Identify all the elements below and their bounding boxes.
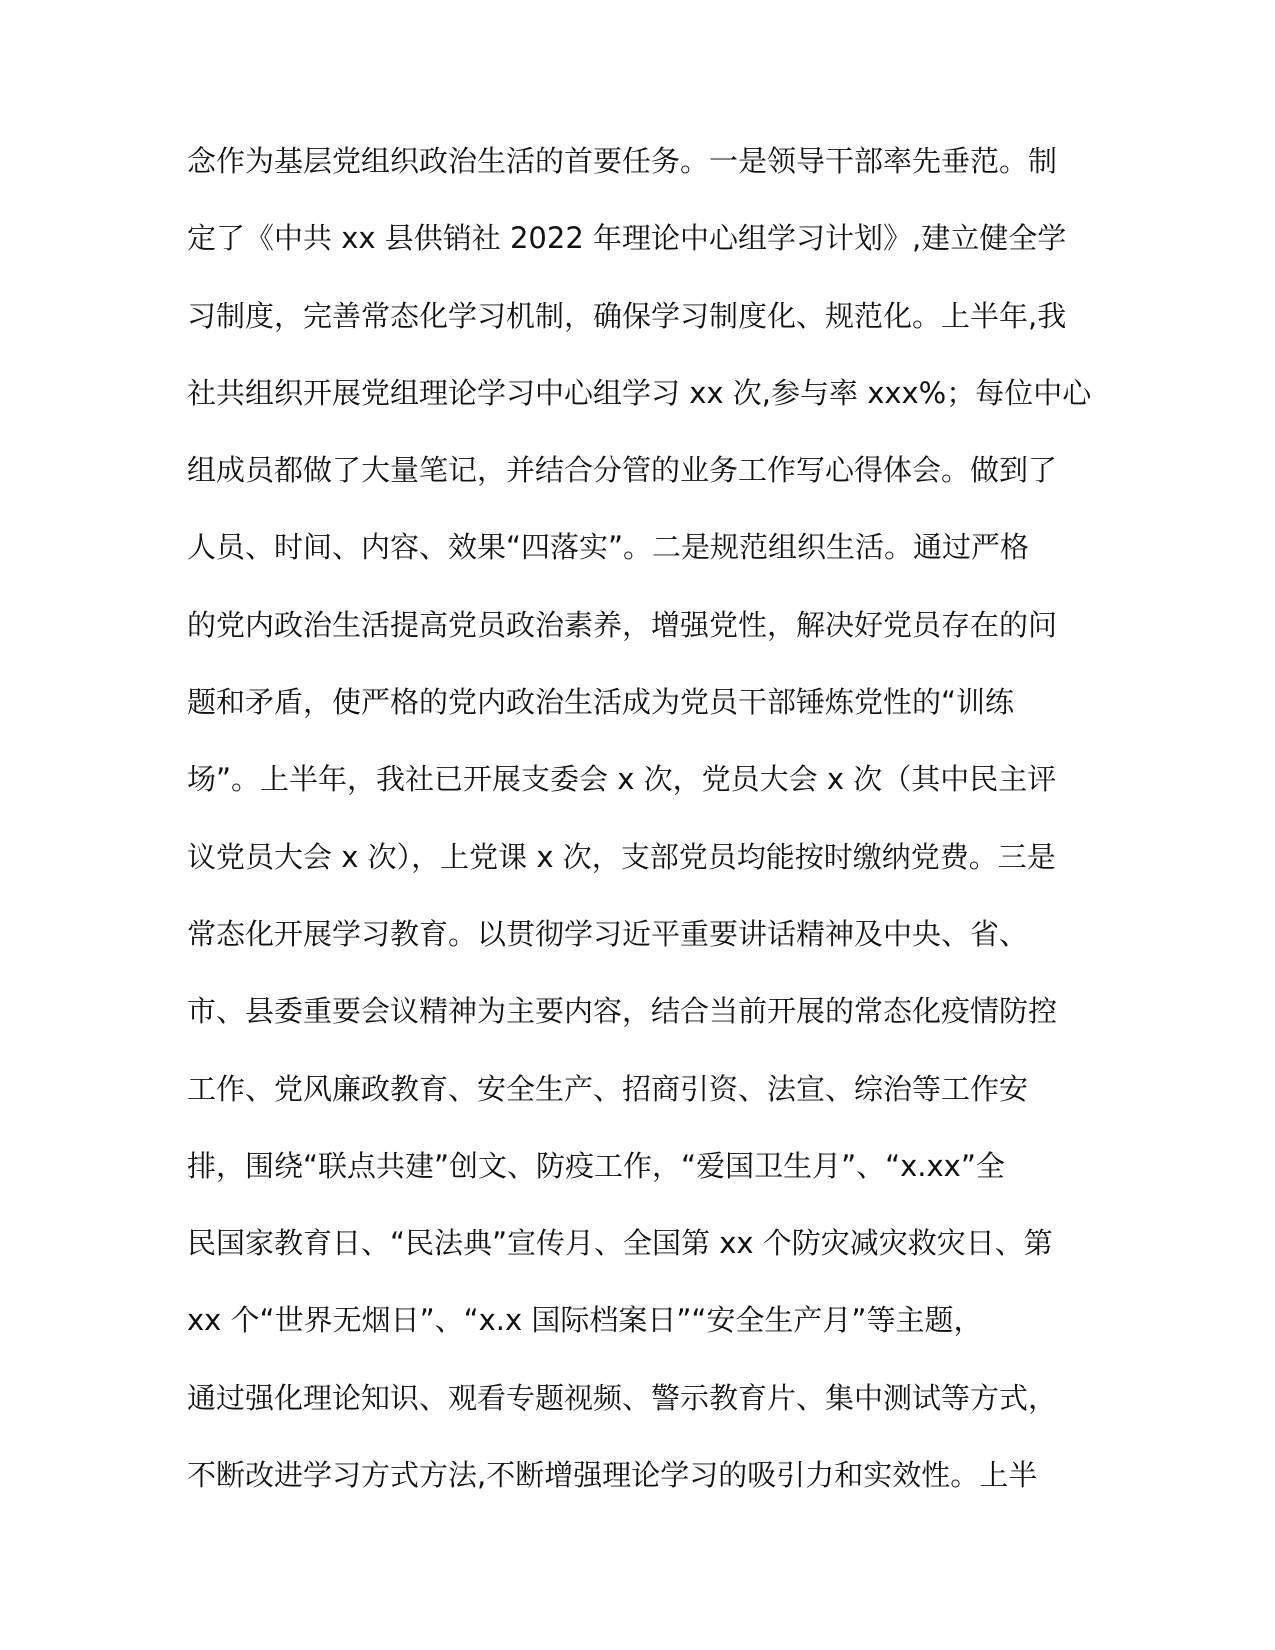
text-line: 排，围绕“联点共建”创文、防疫工作，“爱国卫生月”、“x.xx”全 xyxy=(187,1148,1005,1183)
text-line: 通过强化理论知识、观看专题视频、警示教育片、集中测试等方式， xyxy=(187,1380,1058,1415)
text-line: 习制度，完善常态化学习机制，确保学习制度化、规范化。上半年,我 xyxy=(187,298,1067,333)
text-line: 常态化开展学习教育。以贯彻学习近平重要讲话精神及中央、省、 xyxy=(187,916,1029,951)
text-line: 的党内政治生活提高党员政治素养，增强党性，解决好党员存在的问 xyxy=(187,607,1058,642)
body-paragraph xyxy=(187,143,1092,1534)
text-line: 社共组织开展党组理论学习中心组学习 xx 次,参与率 xxx%；每位中心 xyxy=(187,375,1092,410)
text-line: 议党员大会 x 次），上党课 x 次，支部党员均能按时缴纳党费。三是 xyxy=(187,839,1056,874)
text-line: 工作、党风廉政教育、安全生产、招商引资、法宣、综治等工作安 xyxy=(187,1071,1029,1106)
text-line: 民国家教育日、“民法典”宣传月、全国第 xx 个防灾减灾救灾日、第 xyxy=(187,1226,1053,1261)
text-line: 定了《中共 xx 县供销社 2022 年理论中心组学习计划》,建立健全学 xyxy=(187,221,1067,256)
text-line: 人员、时间、内容、效果“四落实”。二是规范组织生活。通过严格 xyxy=(187,530,1030,565)
text-line: 题和矛盾，使严格的党内政治生活成为党员干部锤炼党性的“训练 xyxy=(187,685,1015,720)
text-line: xx 个“世界无烟日”、“x.x 国际档案日”“安全生产月”等主题， xyxy=(187,1303,983,1338)
text-line: 不断改进学习方式方法,不断增强理论学习的吸引力和实效性。上半 xyxy=(187,1458,1038,1493)
text-line: 市、县委重要会议精神为主要内容，结合当前开展的常态化疫情防控 xyxy=(187,994,1058,1029)
text-line: 念作为基层党组织政治生活的首要任务。一是领导干部率先垂范。制 xyxy=(187,144,1058,178)
text-line: 场”。上半年，我社已开展支委会 x 次，党员大会 x 次（其中民主评 xyxy=(187,762,1057,797)
text-line: 组成员都做了大量笔记，并结合分管的业务工作写心得体会。做到了 xyxy=(187,453,1058,488)
